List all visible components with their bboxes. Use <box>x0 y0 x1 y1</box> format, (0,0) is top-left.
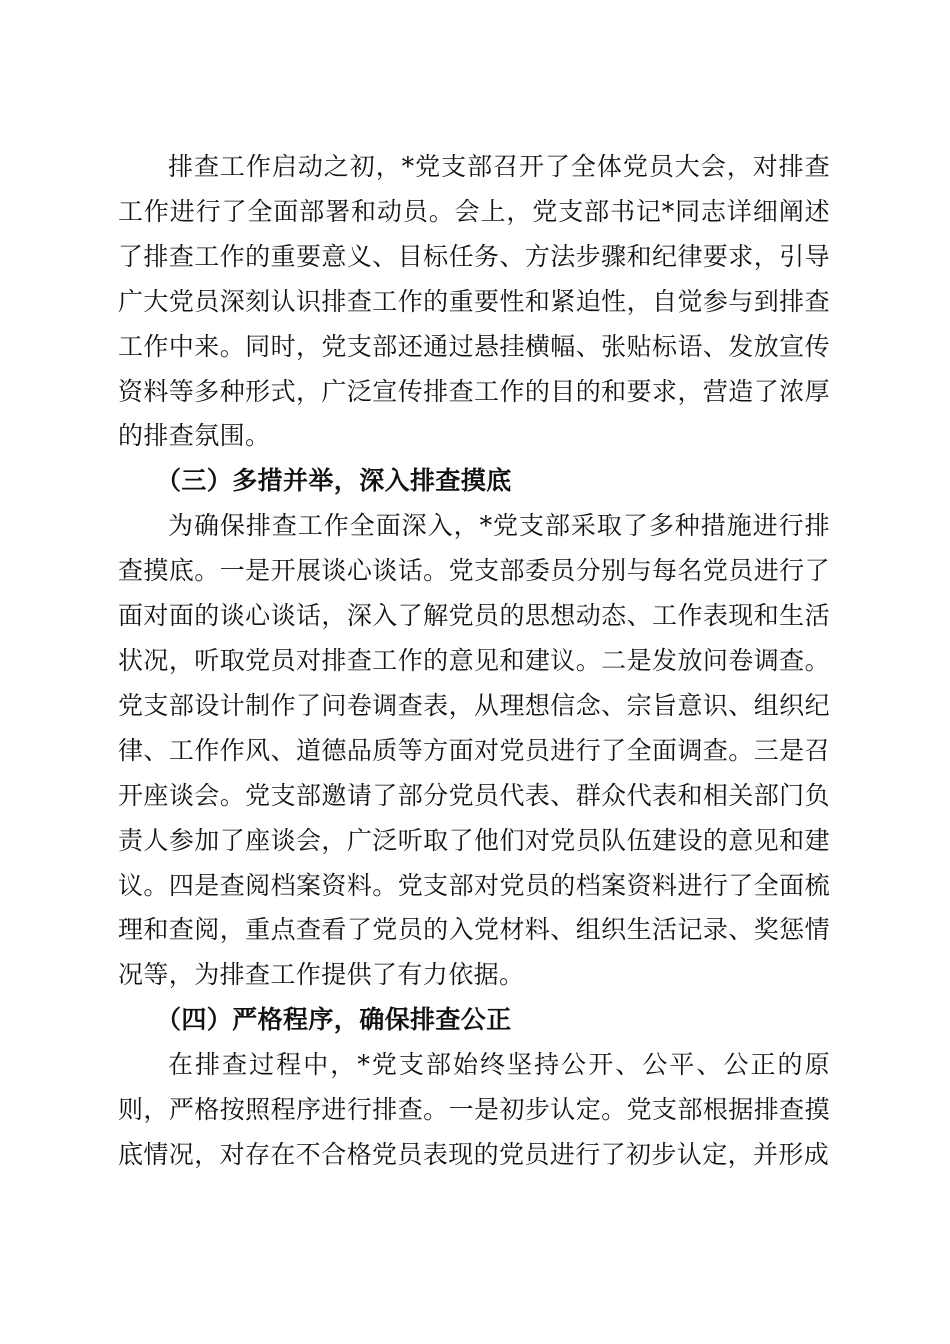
paragraph-launch-mobilization: 排查工作启动之初，*党支部召开了全体党员大会，对排查工作进行了全面部署和动员。会上，党支部书记*同志详细阐述了排查工作的重要意义、目标任务、方法步骤和纪律要求，引导广大党员深刻认识排查工作的重要性和紧迫性，自觉参与到排查工作中来。同时，党支部还通过悬挂横幅、张贴标语、发放宣传资料等多种形式，广泛宣传排查工作的目的和要求，营造了浓厚的排查氛围。 <box>118 152 830 451</box>
section-heading-3: （三）多措并举，深入排查摸底 <box>156 466 512 496</box>
paragraph-strict-procedure: 在排查过程中，*党支部始终坚持公开、公平、公正的原则，严格按照程序进行排查。一是初步认定。党支部根据排查摸底情况，对存在不合格党员表现的党员进行了初步认定，并形成 <box>118 1050 830 1169</box>
paragraph-investigation-measures: 为确保排查工作全面深入，*党支部采取了多种措施进行排查摸底。一是开展谈心谈话。党支部委员分别与每名党员进行了面对面的谈心谈话，深入了解党员的思想动态、工作表现和生活状况，听取党员对排查工作的意见和建议。二是发放问卷调查。党支部设计制作了问卷调查表，从理想信念、宗旨意识、组织纪律、工作作风、道德品质等方面对党员进行了全面调查。三是召开座谈会。党支部邀请了部分党员代表、群众代表和相关部门负责人参加了座谈会，广泛听取了他们对党员队伍建设的意见和建议。四是查阅档案资料。党支部对党员的档案资料进行了全面梳理和查阅，重点查看了党员的入党材料、组织生活记录、奖惩情况等，为排查工作提供了有力依据。 <box>118 511 830 990</box>
document-body <box>118 145 830 1178</box>
section-heading-4: （四）严格程序，确保排查公正 <box>156 1005 512 1035</box>
